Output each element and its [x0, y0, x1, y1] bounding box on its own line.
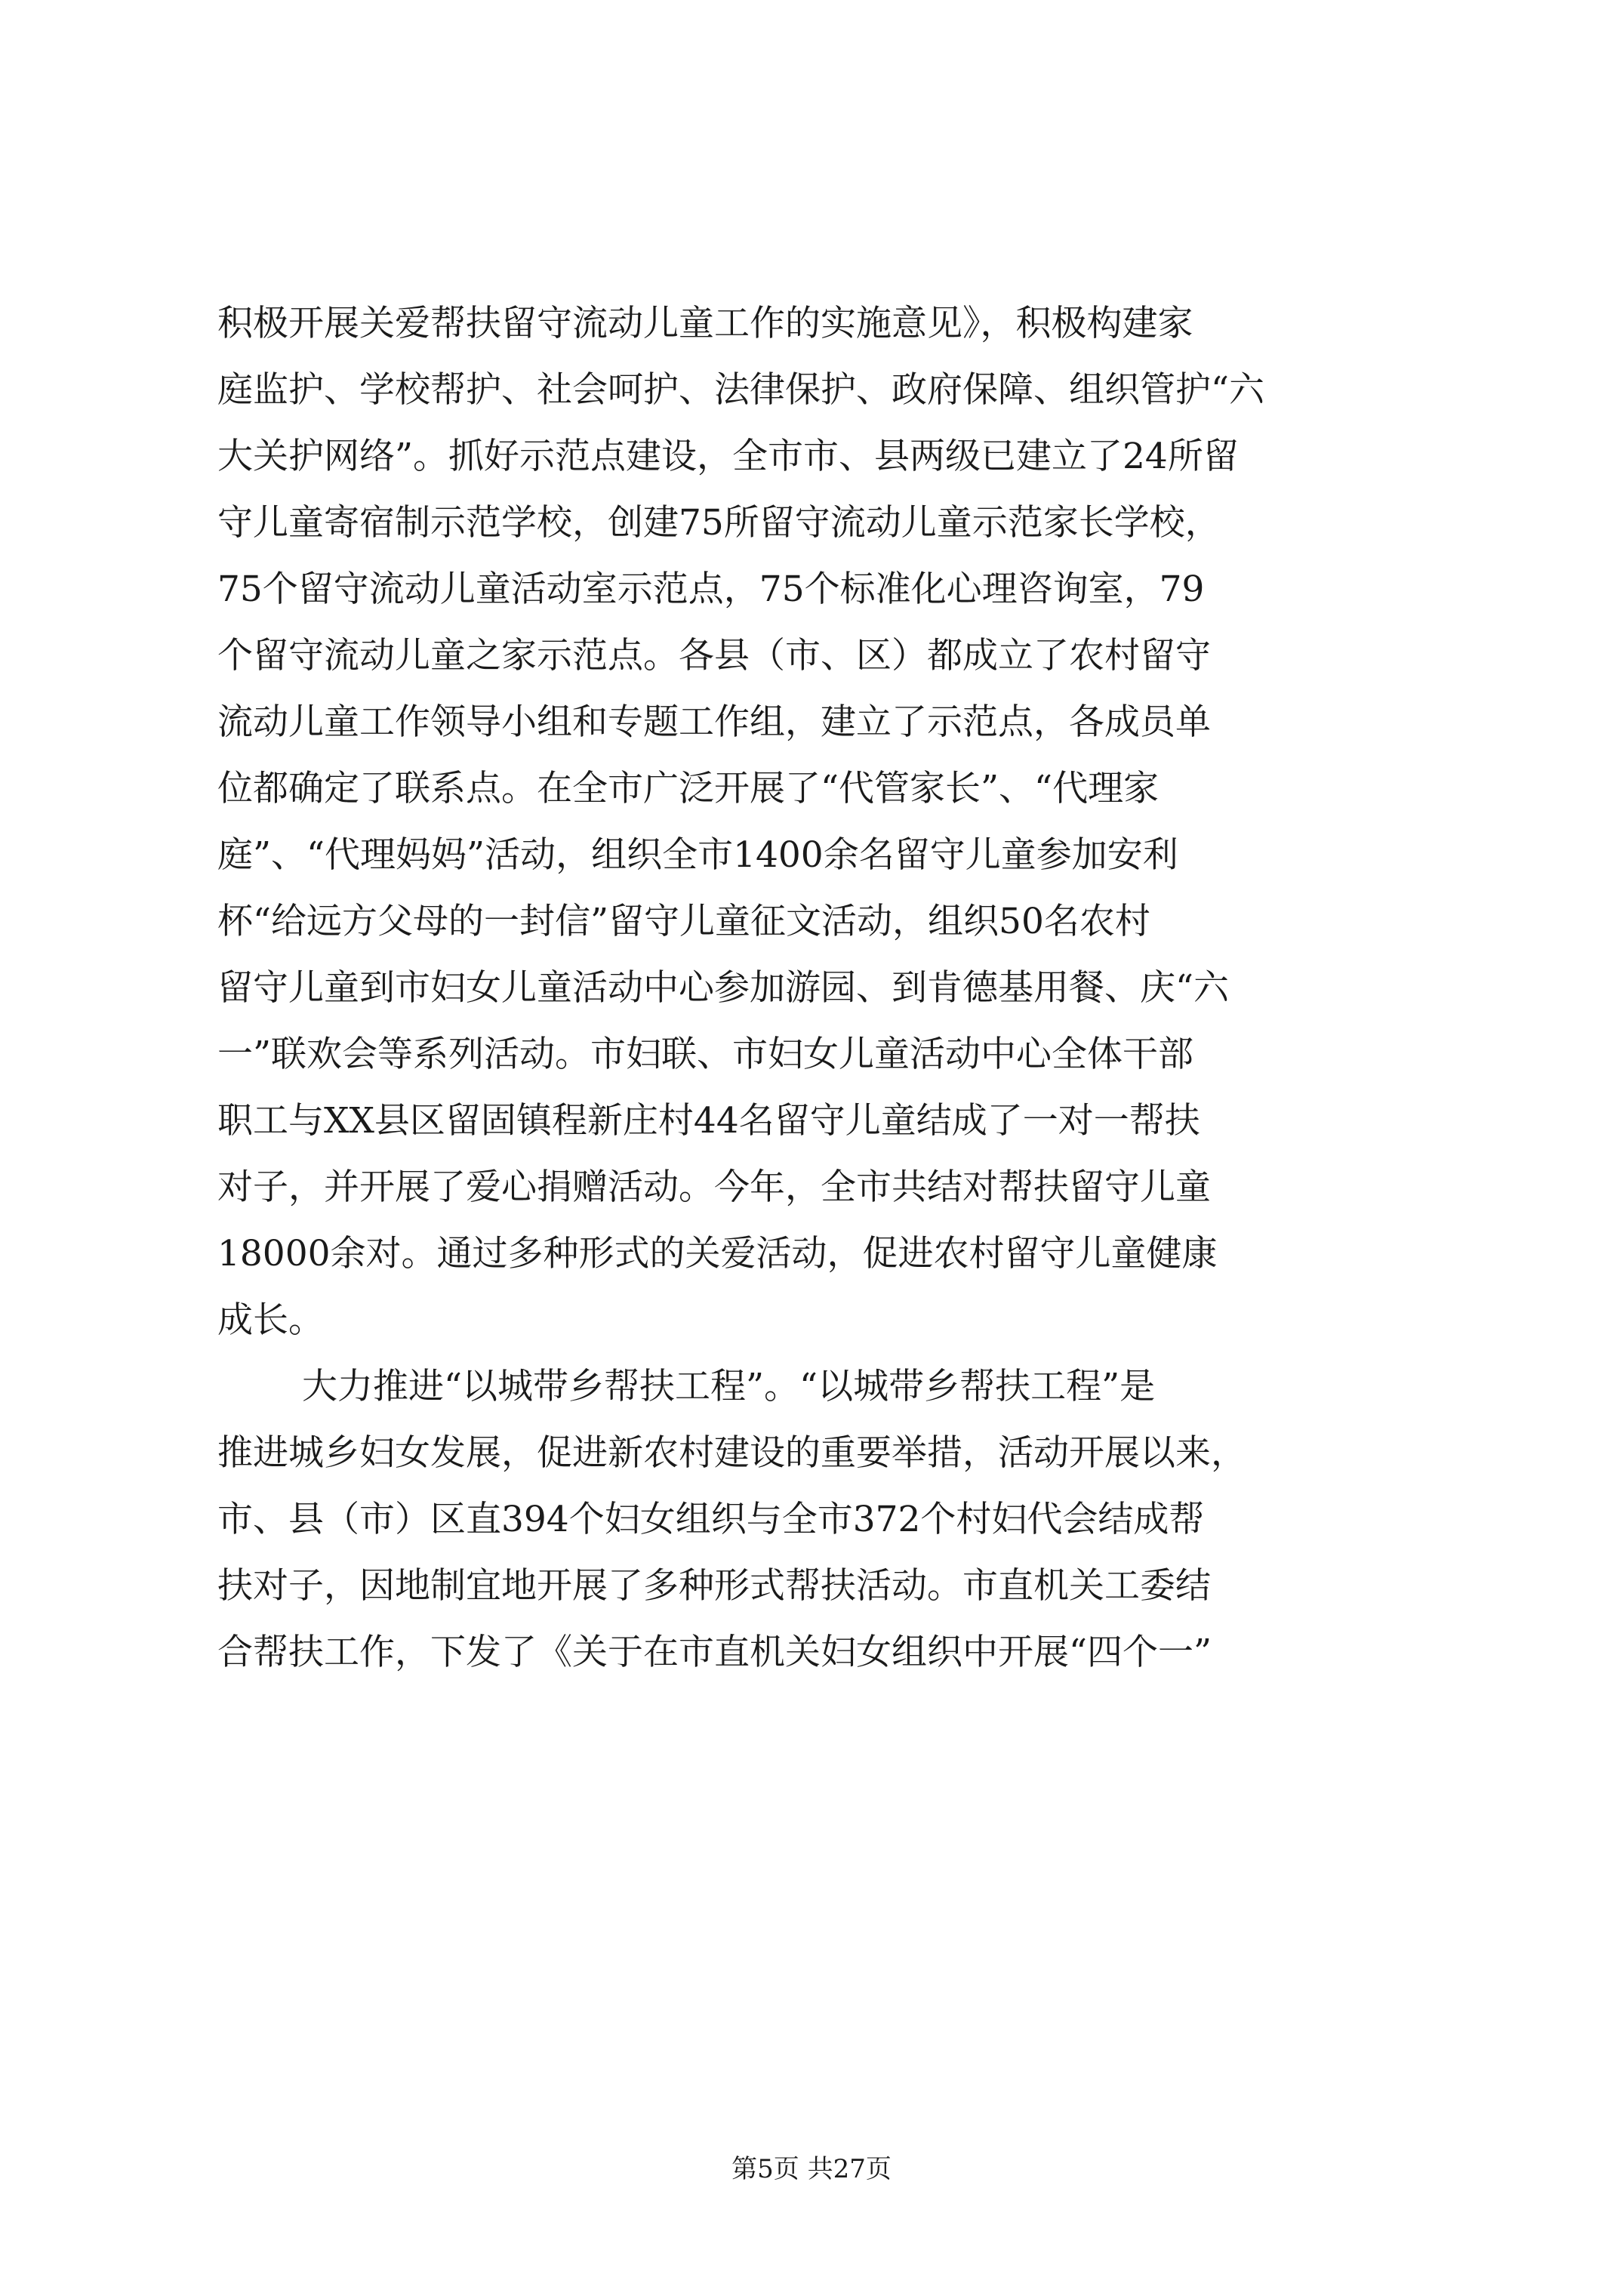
text-line: 守儿童寄宿制示范学校，创建75所留守流动儿童示范家长学校， [217, 502, 1221, 544]
text-line: 对子，并开展了爱心捐赠活动。今年，全市共结对帮扶留守儿童 [217, 1166, 1211, 1208]
text-line: 合帮扶工作，下发了《关于在市直机关妇女组织中开展“四个一” [217, 1632, 1212, 1673]
text-line: 积极开展关爱帮扶留守流动儿童工作的实施意见》，积极构建家 [217, 303, 1193, 344]
text-line: 成长。 [217, 1299, 324, 1341]
text-line: 庭监护、学校帮护、社会呵护、法律保护、政府保障、组织管护“六 [217, 369, 1265, 411]
text-line: 推进城乡妇女发展，促进新农村建设的重要举措，活动开展以来， [217, 1432, 1246, 1474]
text-line: 职工与XX县区留固镇程新庄村44名留守儿童结成了一对一帮扶 [217, 1100, 1200, 1142]
text-line: 市、县（市）区直394个妇女组织与全市372个村妇代会结成帮 [217, 1499, 1205, 1540]
text-line: 个留守流动儿童之家示范点。各县（市、区）都成立了农村留守 [217, 635, 1211, 676]
body-text [217, 291, 1448, 1686]
page-number-label: 第5页 共27页 [731, 2154, 892, 2184]
text-line: 18000余对。通过多种形式的关爱活动，促进农村留守儿童健康 [217, 1233, 1218, 1274]
text-line: 留守儿童到市妇女儿童活动中心参加游园、到肯德基用餐、庆“六 [217, 967, 1230, 1009]
text-line: 庭”、“代理妈妈”活动，组织全市1400余名留守儿童参加安利 [217, 834, 1178, 876]
text-line: 位都确定了联系点。在全市广泛开展了“代管家长”、“代理家 [217, 768, 1160, 809]
paragraph-start-line: 大力推进“以城带乡帮扶工程”。“以城带乡帮扶工程”是 [302, 1366, 1156, 1407]
text-line: 扶对子，因地制宜地开展了多种形式帮扶活动。市直机关工委结 [217, 1565, 1211, 1607]
text-line: 大关护网络”。抓好示范点建设，全市市、县两级已建立了24所留 [217, 436, 1239, 477]
text-line: 杯“给远方父母的一封信”留守儿童征文活动，组织50名农村 [217, 901, 1150, 942]
text-line: 流动儿童工作领导小组和专题工作组，建立了示范点，各成员单 [217, 701, 1211, 743]
page-footer [0, 2150, 1623, 2188]
text-line: 75个留守流动儿童活动室示范点，75个标准化心理咨询室，79 [217, 569, 1205, 610]
text-line: 一”联欢会等系列活动。市妇联、市妇女儿童活动中心全体干部 [217, 1034, 1194, 1075]
